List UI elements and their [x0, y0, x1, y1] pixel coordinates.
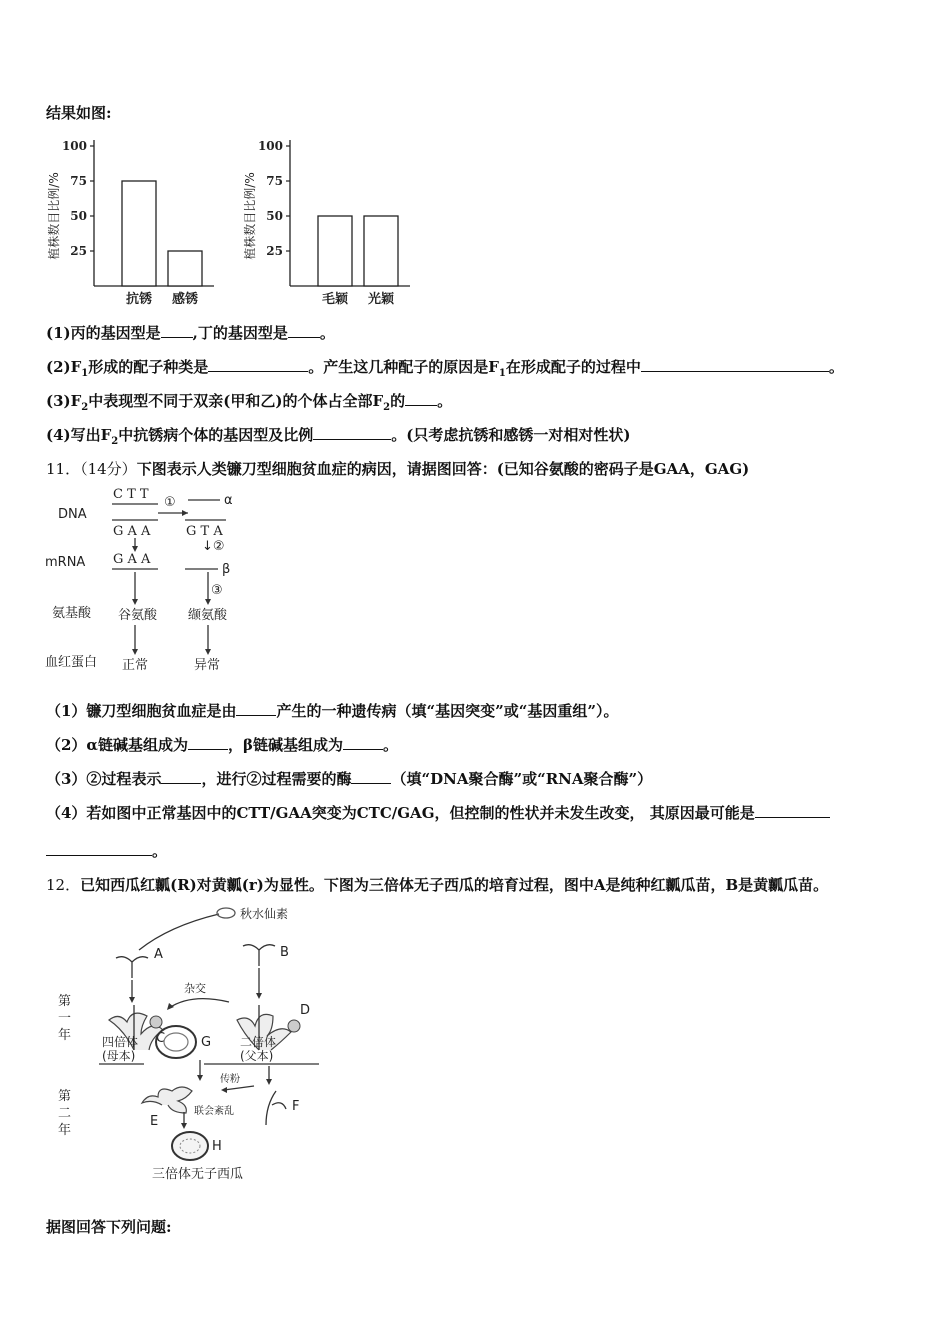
answer-blank[interactable]	[208, 357, 308, 372]
y-tick-label: 100	[257, 139, 283, 153]
bar-chart-glume	[240, 130, 420, 310]
bar-抗锈	[122, 181, 156, 286]
fruit-h-icon	[172, 1132, 208, 1160]
aa-normal: 谷氨酸	[118, 608, 158, 623]
watermelon-breeding-diagram	[44, 900, 344, 1185]
label-h: H	[212, 1139, 222, 1154]
answer-blank[interactable]	[343, 735, 383, 750]
y-tick-label: 50	[266, 209, 283, 223]
y-tick-label: 100	[61, 139, 87, 153]
year2-char1: 第	[58, 1089, 72, 1104]
x-tick-label: 光颖	[367, 292, 395, 307]
q10-part1: (1)丙的基因型是 ,丁的基因型是 。	[46, 324, 335, 342]
q11-part4: （4）若如图中正常基因中的CTT/GAA突变为CTC/GAG，但控制的性状并未发生改变， 其原因最可能是	[46, 802, 830, 823]
q12-footer: 据图回答下列问题:	[46, 1218, 172, 1236]
answer-blank[interactable]	[405, 391, 437, 406]
alpha-label: α	[224, 493, 233, 508]
answer-blank[interactable]	[161, 323, 193, 338]
seedling-a-icon	[116, 957, 148, 978]
tetraploid-label: 四倍体	[102, 1035, 139, 1049]
answer-blank[interactable]	[755, 803, 830, 818]
answer-blank[interactable]	[351, 769, 391, 784]
plant-f-icon	[266, 1091, 286, 1125]
seedling-b-icon	[243, 945, 275, 966]
beta-label: β	[222, 562, 231, 577]
q11-part1: （1）镰刀型细胞贫血症是由 产生的一种遗传病（填“基因突变”或“基因重组”）。	[46, 702, 619, 720]
mut-bottom-strand: G T A	[186, 524, 223, 539]
plant-e-icon	[142, 1087, 192, 1113]
bar-chart-rust	[44, 130, 224, 310]
dna-bottom-strand: G A A	[113, 524, 151, 539]
hb-mutant: 异常	[194, 658, 221, 673]
y-tick-label: 50	[70, 209, 87, 223]
y-tick-label: 25	[70, 244, 87, 258]
mrna-normal: G A A	[113, 552, 151, 567]
y-axis-label: 植株数目比例/%	[243, 172, 257, 260]
aa-mutant: 缬氨酸	[188, 608, 228, 623]
label-f: F	[292, 1099, 300, 1114]
year2-char2: 二	[58, 1106, 72, 1121]
x-tick-label: 抗锈	[125, 292, 153, 307]
sickle-cell-diagram	[40, 480, 280, 680]
diploid-label: 二倍体	[240, 1035, 277, 1049]
label-a: A	[154, 947, 163, 962]
y-tick-label: 25	[266, 244, 283, 258]
q11-part2: （2）α链碱基组成为 ，β链碱基组成为 。	[46, 736, 398, 754]
pollinate-label: 传粉	[220, 1074, 240, 1085]
dropper-icon	[139, 914, 219, 950]
answer-blank[interactable]	[188, 735, 228, 750]
q11-part3: （3）②过程表示 ，进行②过程需要的酶 （填“DNA聚合酶”或“RNA聚合酶”）	[46, 770, 653, 788]
q10-part2: $(2)F_1$形成的配子种类是 。产生这几种配子的原因是$F_1$在形成配子的过程中 。	[46, 358, 844, 379]
answer-blank[interactable]	[46, 841, 152, 856]
bar-感锈	[168, 251, 202, 286]
step1-arrowhead	[182, 510, 188, 516]
y-axis-label: 植株数目比例/%	[47, 172, 61, 260]
step1-label: ①	[164, 495, 176, 510]
answer-blank[interactable]	[236, 701, 276, 716]
x-tick-label: 毛颖	[321, 292, 349, 307]
q10-part3: $(3)F_2$中表现型不同于双亲(甲和乙)的个体占全部$F_2$的 。	[46, 392, 453, 413]
label-c: C	[156, 1031, 166, 1046]
year1-char2: 一	[58, 1011, 72, 1026]
q12-stem: 12．已知西瓜红瓤(R)对黄瓤(r)为显性。下图为三倍体无子西瓜的培育过程，图中A是纯种红瓤瓜苗，B是黄瓤瓜苗。	[46, 876, 829, 894]
year1-char3: 年	[58, 1028, 72, 1043]
q11-stem: 11．（14分）下图表示人类镰刀型细胞贫血症的病因，请据图回答：(已知谷氨酸的密码子是GAA，GAG)	[46, 460, 750, 478]
label-g: G	[201, 1035, 212, 1050]
hb-normal: 正常	[122, 658, 149, 673]
label-e: E	[150, 1114, 159, 1129]
hormone-label: 联会紊乱	[194, 1106, 234, 1117]
y-tick-label: 75	[70, 174, 87, 188]
bar-光颖	[364, 216, 398, 286]
q10-part4: (4)写出$F_2$中抗锈病个体的基因型及比例 。(只考虑抗锈和感锈一对相对性状)	[46, 426, 631, 447]
label-b: B	[280, 945, 289, 960]
step2-label: ↓②	[202, 539, 225, 554]
label-d: D	[300, 1003, 311, 1018]
colchicine-label: 秋水仙素	[240, 907, 289, 921]
label-dna: DNA	[58, 507, 87, 522]
intro-text: 结果如图:	[46, 104, 112, 122]
label-amino-acid: 氨基酸	[52, 606, 92, 621]
cross-arrow	[169, 999, 229, 1008]
year2-char3: 年	[58, 1123, 72, 1138]
result-label: 三倍体无子西瓜	[152, 1167, 244, 1182]
dna-top-strand: C T T	[113, 487, 149, 502]
father-label: (父本)	[240, 1049, 274, 1063]
x-tick-label: 感锈	[171, 292, 199, 307]
label-hemoglobin: 血红蛋白	[45, 655, 98, 670]
label-mrna: mRNA	[45, 555, 86, 570]
answer-blank[interactable]	[641, 357, 829, 372]
cross-label: 杂交	[184, 982, 206, 995]
mother-label: (母本)	[102, 1049, 136, 1063]
step3-label: ③	[211, 583, 223, 598]
answer-blank[interactable]	[161, 769, 201, 784]
year1-char1: 第	[58, 994, 72, 1009]
answer-blank[interactable]	[288, 323, 320, 338]
q11-part4-cont: 。	[46, 840, 167, 861]
bar-毛颖	[318, 216, 352, 286]
answer-blank[interactable]	[313, 425, 391, 440]
y-tick-label: 75	[266, 174, 283, 188]
